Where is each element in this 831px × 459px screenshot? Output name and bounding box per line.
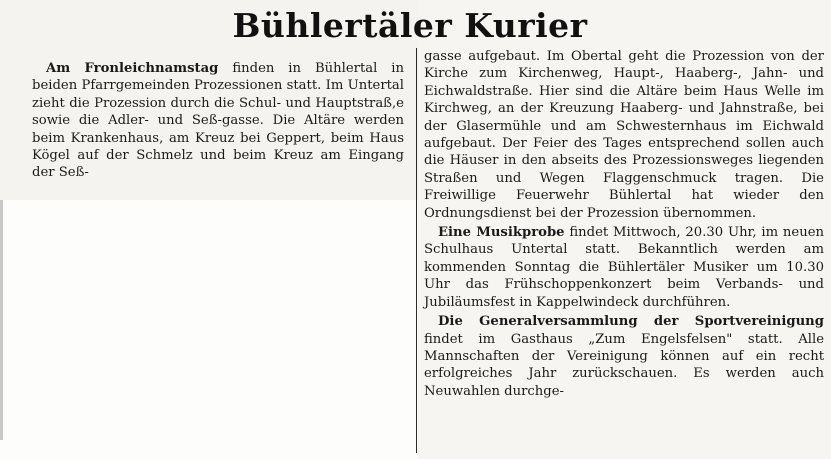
article-body: findet Mittwoch, 20.30 Uhr, im neuen Schulhaus Untertal statt. Bekanntlich werden am kommenden Sonntag die Bühlertäler Musiker um 10.30 Uhr das Frühschoppenkonzert beim Verbands- und Jubiläumsfest in Kappelwindeck durchführen. <box>424 225 825 310</box>
clipping-edge <box>0 200 3 440</box>
article-continuation: gasse aufgebaut. Im Obertal geht die Prozession von der Kirche zum Kirchenweg, Haupt-, Haaberg-, Jahn- und Eichwaldstraße. Hier sind die Altäre beim Haus Welle im Kirchweg, an der Kreuzung Haaberg- und Jahnstraße, bei der Glasermühle und am Schwesternhaus im Eichwald aufgebaut. Der Feier des Tages entsprechend sollen auch die Häuser in den abseits des Prozessionsweges liegenden Straßen und Wegen Flaggenschmuck tragen. Die Freiwillige Feuerwehr Bühlertal hat wieder den Ordnungsdienst bei der Prozession übernommen. <box>424 49 824 221</box>
article-musikprobe <box>424 224 824 311</box>
article-body: finden in Bühlertal in beiden Pfarrgemeinden Prozessionen statt. Im Untertal zieht die Prozession durch die Schul- und Hauptstraß,e sowie die Adler- und Seß-gasse. Die Altäre werden beim Krankenhaus, am Kreuz bei Geppert, beim Haus Kögel auf der Schmelz und beim Kreuz am Eingang der Seß- <box>32 61 404 181</box>
article-lead: Am Fronleichnamstag <box>46 61 219 76</box>
column-divider <box>416 48 417 453</box>
article-body: findet im Gasthaus „Zum Engelsfelsen" statt. Alle Mannschaften der Vereinigung können auf ein recht erfolgreiches Jahr zurückschauen. Es werden auch Neuwahlen durchge- <box>424 331 824 399</box>
masthead-title: Bühlertäler Kurier <box>232 6 588 45</box>
article-generalversammlung <box>424 313 824 400</box>
article-lead: Die Generalversammlung der Sportvereinigung <box>438 314 824 330</box>
article-lead: Eine Musikprobe <box>438 225 565 241</box>
article-left-column <box>32 60 404 182</box>
article-fronleichnam <box>32 60 404 182</box>
article-right-column <box>424 48 824 400</box>
